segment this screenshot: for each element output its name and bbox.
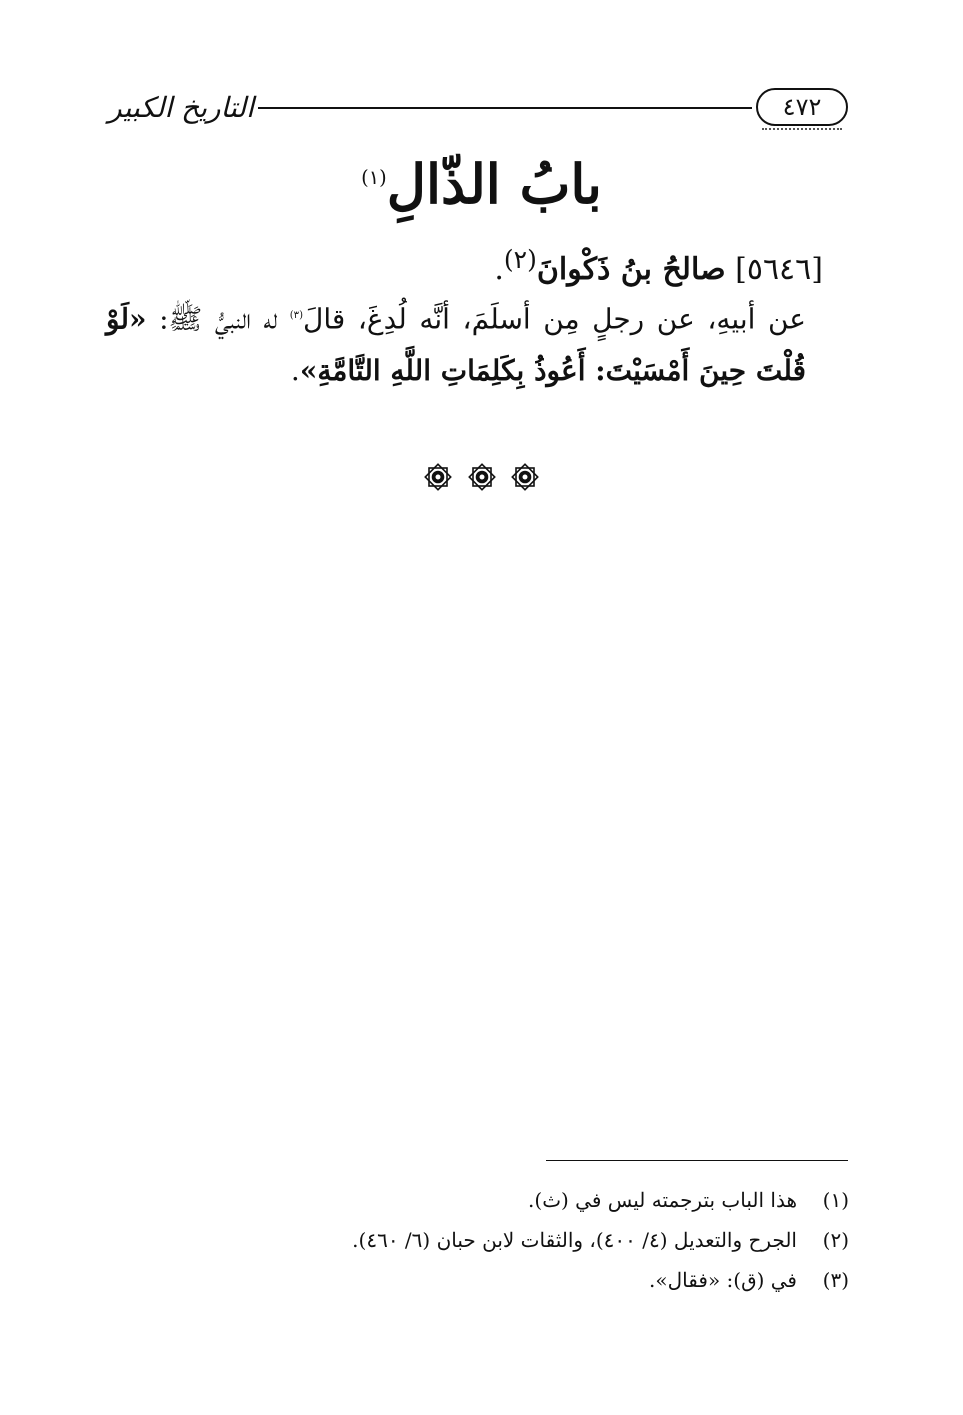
hadith-text: [106, 290, 806, 397]
entry-number: [٥٦٤٦]: [735, 252, 823, 287]
hadith-quote: «لَوْ قُلْتَ حِينَ أَمْسَيْتَ: أَعُوذُ بِكَلِمَاتِ اللَّهِ التَّامَّةِ»: [106, 302, 806, 388]
ornament-flower-icon: [510, 462, 540, 492]
ornament-flower-icon: [467, 462, 497, 492]
hadith-end: .: [290, 354, 300, 388]
entry-heading: [123, 236, 823, 294]
chapter-title-text: بابُ الذّالِ: [386, 152, 602, 216]
ornament-flower-icon: [423, 462, 453, 492]
footnote-mark: (١): [822, 1188, 849, 1212]
footnote-text: في (ق): «فقال».: [649, 1268, 797, 1292]
footnote-item: [289, 1220, 849, 1260]
footnote-text: الجرح والتعديل (٤/ ٤٠٠)، والثقات لابن حبان (٦/ ٤٦٠).: [352, 1228, 797, 1252]
chapter-title: [0, 138, 963, 224]
hadith-text-part2: له النبيُّ ﷺ:: [146, 302, 290, 336]
footnotes: [289, 1180, 849, 1300]
header-rule: [258, 107, 752, 109]
footnote-ref-2: (٢): [503, 245, 537, 274]
page-number: ٤٧٢: [756, 88, 848, 126]
footnote-item: [289, 1260, 849, 1300]
footnote-ref-1: (١): [361, 166, 387, 189]
entry-end: .: [494, 252, 504, 287]
footnote-text: هذا الباب بترجمته ليس في (ث).: [528, 1188, 797, 1212]
running-title: التاريخ الكبير: [108, 91, 254, 124]
footnote-mark: (٣): [822, 1268, 849, 1292]
footnote-ref-3: (٣): [289, 310, 304, 321]
footnote-mark: (٢): [822, 1228, 849, 1252]
hadith-text-part1: عن أبيهِ، عن رجلٍ مِن أسلَمَ، أنَّه لُدِغَ، قالَ: [303, 302, 807, 336]
entry-name: صالحُ بنُ ذَكْوانَ: [536, 252, 726, 287]
footnote-separator: [546, 1160, 848, 1161]
footnote-item: [289, 1180, 849, 1220]
section-ornament: [0, 462, 963, 496]
running-header: [108, 88, 848, 132]
